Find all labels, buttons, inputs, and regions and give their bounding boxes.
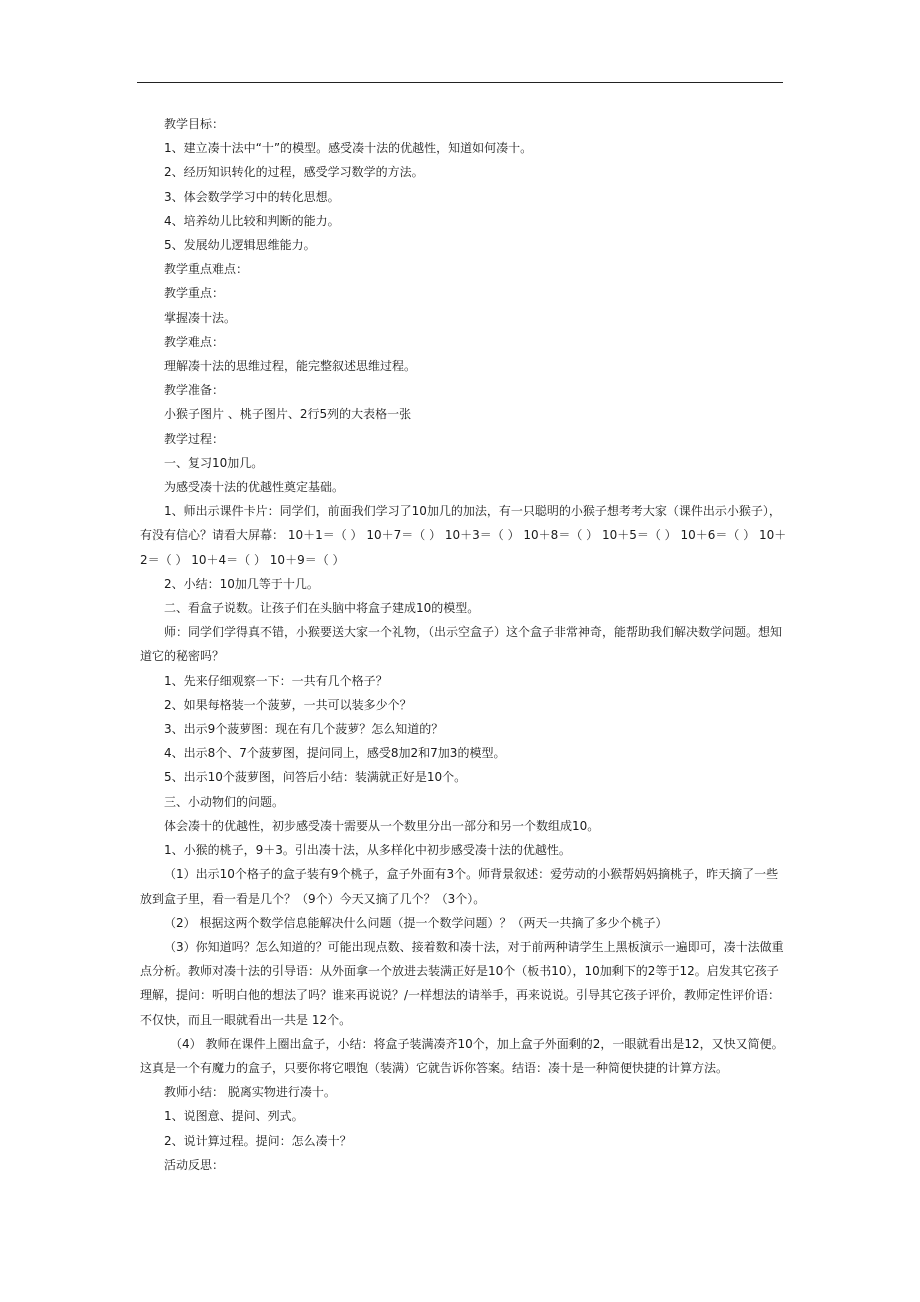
paragraph: 教学准备：: [164, 383, 225, 398]
paragraph: 教学过程：: [164, 431, 225, 446]
paragraph: 二、看盒子说数。让孩子们在头脑中将盒子建成10的模型。: [164, 601, 480, 616]
paragraph: 教学重点：: [164, 286, 225, 301]
paragraph: 体会凑十的优越性，初步感受凑十需要从一个数里分出一部分和另一个数组成10。: [164, 818, 600, 833]
paragraph: 1、建立凑十法中“十”的模型。感受凑十法的优越性，知道如何凑十。: [164, 141, 533, 156]
paragraph: 1、小猴的桃子，9＋3。引出凑十法，从多样化中初步感受凑十法的优越性。: [164, 843, 571, 858]
paragraph: 教学难点：: [164, 334, 225, 349]
paragraph: 3、体会数学学习中的转化思想。: [164, 189, 340, 204]
paragraph: 1、师出示课件卡片：同学们，前面我们学习了10加几的加法，有一只聪明的小猴子想考考大家（课件出示小猴子），有没有信心？请看大屏幕： 10＋1＝（ ） 10＋7＝（ ） 10＋3＝（ ） 10＋8＝（ ） 10＋5＝（ ） 10＋6＝（ ） 10＋2＝（ ） 10＋4＝（ ） 10＋9＝（ ）: [140, 504, 787, 567]
paragraph: 理解凑十法的思维过程，能完整叙述思维过程。: [164, 359, 417, 374]
paragraph: 教师小结： 脱离实物进行凑十。: [164, 1085, 336, 1100]
paragraph: 师：同学们学得真不错，小猴要送大家一个礼物，（出示空盒子）这个盒子非常神奇，能帮助我们解决数学问题。想知道它的秘密吗？: [140, 625, 783, 664]
paragraph: 2、小结：10加几等于十几。: [164, 576, 319, 591]
paragraph: （1）出示10个格子的盒子装有9个桃子，盒子外面有3个。师背景叙述：爱劳动的小猴帮妈妈摘桃子，昨天摘了一些放到盒子里，看一看是几个？（9个）今天又摘了几个？（3个）。: [140, 867, 779, 906]
paragraph: （3）你知道吗？怎么知道的？可能出现点数、接着数和凑十法，对于前两种请学生上黑板演示一遍即可，凑十法做重点分析。教师对凑十法的引导语：从外面拿一个放进去装满正好是10个（板书10），10加剩下的2等于12。启发其它孩子理解，提问：听明白他的想法了吗？谁来再说说？/一样想法的请举手，再来说说。引导其它孩子评价，教师定性评价语：不仅快，而且一眼就看出一共是 12个。: [140, 939, 784, 1027]
paragraph: （4） 教师在课件上圈出盒子，小结：将盒子装满凑齐10个，加上盒子外面剩的2，一眼就看出是12，又快又简便。这真是一个有魔力的盒子，只要你将它喂饱（装满）它就告诉你答案。结语：凑十是一种简便快捷的计算方法。: [140, 1036, 784, 1075]
paragraph: 教学目标：: [164, 117, 225, 131]
paragraph: 小猴子图片 、桃子图片、2行5列的大表格一张: [164, 407, 412, 422]
header-rule: [137, 82, 783, 83]
paragraph: 活动反思：: [164, 1157, 225, 1172]
paragraph: 三、小动物们的问题。: [164, 794, 285, 809]
paragraph: 4、出示8个、7个菠萝图，提问同上，感受8加2和7加3的模型。: [164, 746, 506, 761]
document-body: [140, 112, 788, 1177]
paragraph: 2、说计算过程。提问：怎么凑十？: [164, 1133, 352, 1148]
paragraph: （2） 根据这两个数学信息能解决什么问题（提一个数学问题）？（两天一共摘了多少个桃子）: [164, 915, 668, 930]
paragraph: 为感受凑十法的优越性奠定基础。: [164, 480, 345, 495]
paragraph: 4、培养幼儿比较和判断的能力。: [164, 213, 340, 228]
paragraph: 掌握凑十法。: [164, 310, 237, 325]
paragraph: 5、出示10个菠萝图，问答后小结：装满就正好是10个。: [164, 770, 467, 785]
paragraph: 一、复习10加几。: [164, 455, 264, 470]
paragraph: 5、发展幼儿逻辑思维能力。: [164, 238, 316, 253]
paragraph: 3、出示9个菠萝图：现在有几个菠萝？怎么知道的？: [164, 722, 444, 737]
paragraph: 2、经历知识转化的过程，感受学习数学的方法。: [164, 165, 424, 180]
paragraph: 教学重点难点：: [164, 262, 249, 277]
paragraph: 1、先来仔细观察一下：一共有几个格子？: [164, 673, 388, 688]
paragraph: 2、如果每格装一个菠萝，一共可以装多少个？: [164, 697, 412, 712]
paragraph: 1、说图意、提问、列式。: [164, 1109, 304, 1124]
